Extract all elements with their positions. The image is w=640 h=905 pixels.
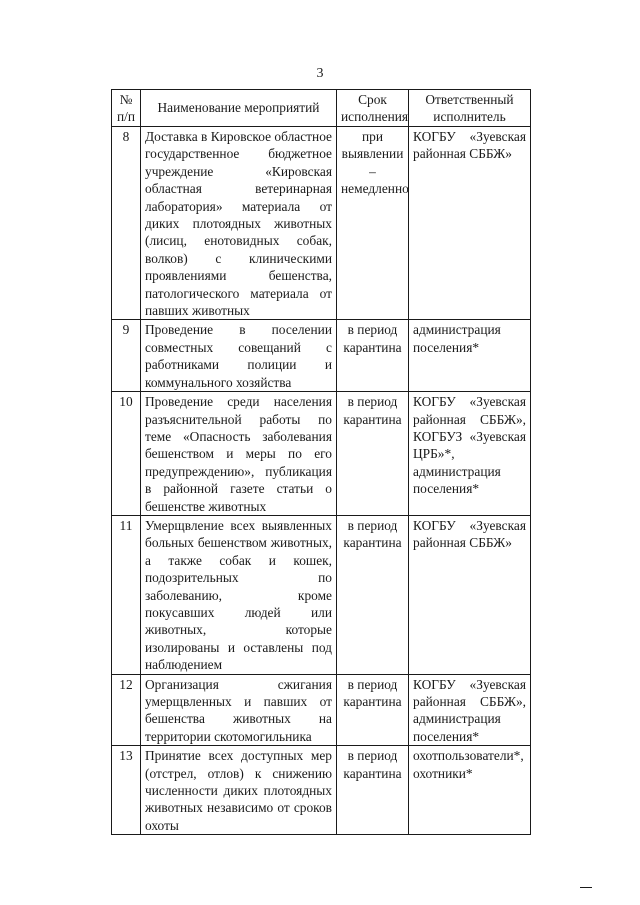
- row-num: 11: [112, 515, 141, 674]
- header-name: Наименование мероприятий: [141, 90, 337, 127]
- row-name: Проведение среди населения разъяснительной работы по теме «Опасность заболевания бешенством и меры по его предупреждению», публикация в районной газете статьи о бешенстве животных: [141, 392, 337, 516]
- row-responsible: КОГБУ «Зуевская районная СББЖ»: [409, 515, 531, 674]
- header-num: № п/п: [112, 90, 141, 127]
- table-row: [112, 515, 531, 674]
- table-row: [112, 392, 531, 516]
- corner-mark: [580, 887, 592, 888]
- row-name: Доставка в Кировское областное государственное бюджетное учреждение «Кировская областная ветеринарная лаборатория» материала от диких плотоядных животных (лисиц, енотовидных собак, волков) с клиническими проявлениями бешенства, патологического материала от павших животных: [141, 127, 337, 320]
- table-header-row: [112, 90, 531, 127]
- row-term: в период карантина: [337, 392, 409, 516]
- row-term: в период карантина: [337, 515, 409, 674]
- table-row: [112, 674, 531, 746]
- row-term: в период карантина: [337, 674, 409, 746]
- table-row: [112, 320, 531, 392]
- row-num: 9: [112, 320, 141, 392]
- row-responsible: охотпользователи*, охотники*: [409, 746, 531, 835]
- measures-table: [111, 89, 531, 835]
- row-num: 10: [112, 392, 141, 516]
- row-term: в период карантина: [337, 320, 409, 392]
- row-num: 8: [112, 127, 141, 320]
- header-responsible: Ответственный исполнитель: [409, 90, 531, 127]
- row-term: при выявлении – немедленно: [337, 127, 409, 320]
- row-term: в период карантина: [337, 746, 409, 835]
- row-responsible: КОГБУ «Зуевская районная СББЖ», администрация поселения*: [409, 674, 531, 746]
- page-number: 3: [316, 66, 324, 81]
- row-name: Принятие всех доступных мер (отстрел, отлов) к снижению численности диких плотоядных животных независимо от сроков охоты: [141, 746, 337, 835]
- row-name: Проведение в поселении совместных совещаний с работниками полиции и коммунального хозяйства: [141, 320, 337, 392]
- row-name: Организация сжигания умерщвленных и павших от бешенства животных на территории скотомогильника: [141, 674, 337, 746]
- row-num: 13: [112, 746, 141, 835]
- row-name: Умерщвление всех выявленных больных бешенством животных, а также собак и кошек, подозрительных по заболеванию, кроме покусавших людей или животных, которые изолированы и оставлены под наблюдением: [141, 515, 337, 674]
- row-responsible: КОГБУ «Зуевская районная СББЖ»: [409, 127, 531, 320]
- row-num: 12: [112, 674, 141, 746]
- row-responsible: КОГБУ «Зуевская районная СББЖ», КОГБУЗ «Зуевская ЦРБ»*, администрация поселения*: [409, 392, 531, 516]
- table-row: [112, 746, 531, 835]
- header-term: Срок исполнения: [337, 90, 409, 127]
- row-responsible: администрация поселения*: [409, 320, 531, 392]
- table-row: [112, 127, 531, 320]
